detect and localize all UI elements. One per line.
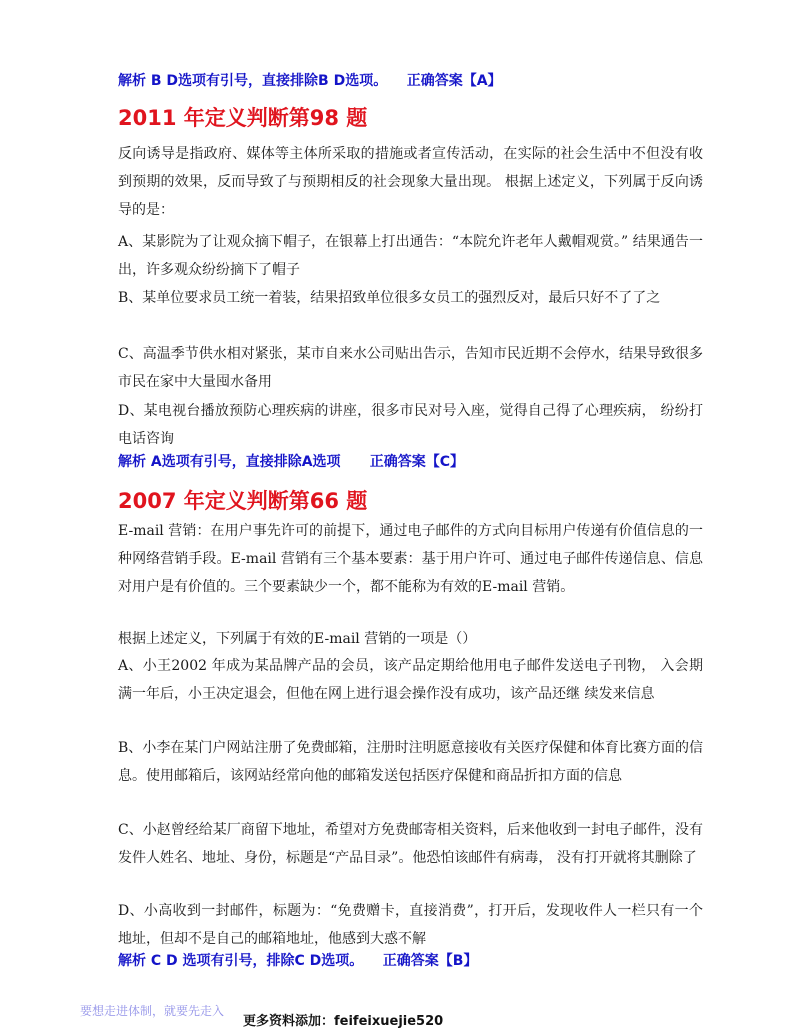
q98-option-d: D、某电视台播放预防心理疾病的讲座，很多市民对号入座，觉得自己得了心理疾病， 纷纷打电话咨询: [118, 403, 703, 447]
q98-option-c: C、高温季节供水相对紧张，某市自来水公司贴出告示，告知市民近期不会停水，结果导致很多市民在家中大量囤水备用: [118, 346, 703, 390]
q98-stem: 反向诱导是指政府、媒体等主体所采取的措施或者宣传活动，在实际的社会生活中不但没有收到预期的效果，反而导致了与预期相反的社会现象大量出现。 根据上述定义，下列属于反向诱导的是：: [118, 146, 703, 218]
q66-option-c: C、小赵曾经给某厂商留下地址，希望对方免费邮寄相关资料，后来他收到一封电子邮件，没有发件人姓名、地址、身份，标题是“产品目录”。他恐怕该邮件有病毒， 没有打开就将其删除了: [118, 822, 703, 866]
q66-stem: E-mail 营销：在用户事先许可的前提下，通过电子邮件的方式向目标用户传递有价值信息的一种网络营销手段。E-mail 营销有三个基本要素：基于用户许可、通过电子邮件传递信息、信息对用户是有价值的。三个要素缺少一个，都不能称为有效的E-mail 营销。: [118, 523, 703, 595]
q98-option-b: B、某单位要求员工统一着装，结果招致单位很多女员工的强烈反对，最后只好不了了之: [118, 290, 661, 306]
q98-heading: 2011 年定义判断第98 题: [118, 106, 368, 130]
footer-contact: 更多资料添加：feifeixuejie520: [243, 1014, 444, 1029]
q66-option-b: B、小李在某门户网站注册了免费邮箱，注册时注明愿意接收有关医疗保健和体育比赛方面的信息。使用邮箱后，该网站经常向他的邮箱发送包括医疗保健和商品折扣方面的信息: [118, 740, 703, 784]
footer-slogan: 要想走进体制，就要先走入: [80, 1004, 225, 1018]
q66-heading: 2007 年定义判断第66 题: [118, 489, 368, 513]
q66-option-a: A、小王2002 年成为某品牌产品的会员，该产品定期给他用电子邮件发送电子刊物， 入会期满一年后，小王决定退会，但他在网上进行退会操作没有成功，该产品还继 续发来信息: [118, 658, 703, 702]
q66-question: 根据上述定义，下列属于有效的E-mail 营销的一项是（）: [118, 631, 477, 647]
q98-answer-line: 解析 A选项有引号，直接排除A选项 正确答案【C】: [118, 454, 465, 470]
q98-option-a: A、某影院为了让观众摘下帽子，在银幕上打出通告：“本院允许老年人戴帽观赏。” 结果通告一出，许多观众纷纷摘下了帽子: [118, 234, 703, 278]
q66-answer-line: 解析 C D 选项有引号，排除C D选项。 正确答案【B】: [118, 953, 478, 969]
q66-option-d: D、小高收到一封邮件，标题为：“免费赠卡，直接消费”，打开后，发现收件人一栏只有一个地址，但却不是自己的邮箱地址，他感到大惑不解: [118, 903, 703, 947]
q97-answer-line: 解析 B D选项有引号，直接排除B D选项。 正确答案【A】: [118, 73, 502, 89]
